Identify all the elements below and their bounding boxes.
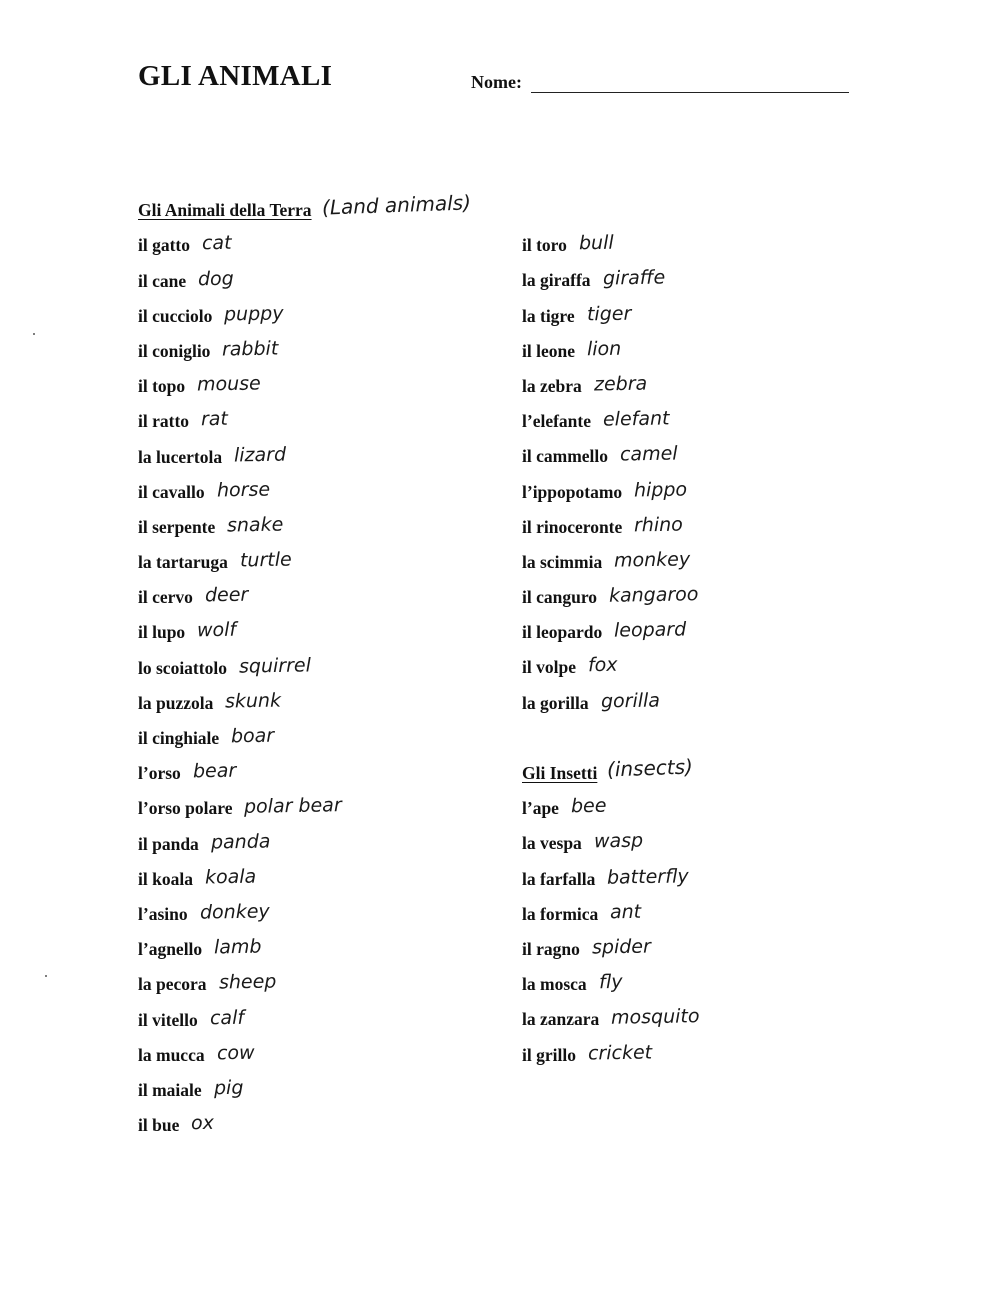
- handwritten-translation: rabbit: [222, 337, 279, 361]
- italian-term: il volpe: [522, 657, 576, 678]
- italian-term: la tartaruga: [138, 552, 228, 573]
- vocab-row: [522, 608, 700, 643]
- handwritten-translation: batterfly: [607, 864, 690, 889]
- italian-term: l’asino: [138, 903, 188, 924]
- handwritten-translation: sheep: [218, 970, 277, 994]
- vocab-row: [138, 819, 471, 854]
- handwritten-translation: kangaroo: [608, 583, 699, 607]
- vocab-row: [138, 538, 471, 573]
- italian-term: il cane: [138, 270, 187, 291]
- italian-term: la vespa: [522, 833, 582, 854]
- handwritten-translation: donkey: [199, 900, 270, 924]
- handwritten-translation: gorilla: [600, 689, 660, 713]
- vocab-row: [138, 749, 471, 784]
- vocab-row: [522, 784, 700, 819]
- vocab-row: [138, 608, 471, 643]
- vocab-row: [138, 714, 471, 749]
- handwritten-translation: ant: [610, 900, 642, 924]
- vocab-row: [138, 292, 471, 327]
- handwritten-translation: fly: [598, 970, 623, 994]
- handwritten-translation: polar bear: [244, 794, 343, 819]
- scan-speck: [45, 975, 47, 977]
- right-column: [522, 221, 700, 1066]
- vocab-row: [138, 890, 471, 925]
- handwritten-translation: puppy: [224, 302, 285, 326]
- vocab-row: [522, 291, 700, 326]
- vocab-row: [138, 925, 471, 960]
- italian-term: il maiale: [138, 1079, 202, 1100]
- name-field-line[interactable]: [531, 92, 849, 93]
- handwritten-translation: camel: [619, 442, 678, 466]
- insects-list: [522, 784, 700, 1066]
- handwritten-translation: dog: [197, 267, 235, 290]
- italian-term: il canguro: [522, 587, 598, 608]
- handwritten-translation: tiger: [586, 302, 632, 325]
- vocab-row: [522, 854, 700, 889]
- handwritten-translation: lamb: [213, 935, 262, 959]
- vocab-row: [522, 960, 700, 995]
- vocab-row: [138, 362, 471, 397]
- italian-term: l’ippopotamo: [522, 481, 623, 502]
- vocab-row: [138, 1031, 471, 1066]
- italian-term: la formica: [522, 903, 599, 924]
- vocab-row: [138, 503, 471, 538]
- land-animals-right-list: [522, 221, 700, 714]
- italian-term: la pecora: [138, 974, 207, 995]
- handwritten-translation: rat: [200, 408, 229, 431]
- italian-term: la scimmia: [522, 551, 603, 572]
- handwritten-translation: squirrel: [238, 653, 312, 678]
- italian-term: il cavallo: [138, 481, 205, 502]
- vocab-row: [138, 327, 471, 362]
- vocab-row: [138, 784, 471, 819]
- handwritten-translation: mouse: [196, 372, 262, 396]
- vocab-row: [138, 643, 471, 678]
- handwritten-translation: monkey: [614, 548, 691, 572]
- italian-term: la puzzola: [138, 692, 214, 713]
- vocab-row: [522, 573, 700, 608]
- italian-term: la giraffa: [522, 270, 591, 291]
- italian-term: il toro: [522, 235, 567, 256]
- vocab-row: [138, 573, 471, 608]
- italian-term: il ratto: [138, 411, 190, 432]
- handwritten-translation: zebra: [593, 372, 648, 396]
- land-animals-left-list: [138, 221, 471, 1136]
- italian-term: il rinoceronte: [522, 516, 623, 537]
- italian-term: la zebra: [522, 375, 582, 396]
- italian-term: il leone: [522, 340, 575, 361]
- insects-note: (insects): [606, 754, 694, 782]
- italian-term: l’agnello: [138, 939, 203, 960]
- handwritten-translation: fox: [587, 654, 618, 677]
- italian-term: il lupo: [138, 622, 186, 643]
- vocab-row: [138, 256, 471, 291]
- italian-term: la lucertola: [138, 446, 223, 467]
- handwritten-translation: bull: [578, 231, 614, 255]
- italian-term: il leopardo: [522, 622, 603, 643]
- handwritten-translation: bear: [192, 759, 237, 783]
- vocab-row: [522, 890, 700, 925]
- italian-term: la mucca: [138, 1044, 205, 1065]
- italian-term: il vitello: [138, 1009, 198, 1030]
- handwritten-translation: lion: [586, 337, 622, 361]
- italian-term: il serpente: [138, 516, 216, 537]
- worksheet-title: GLI ANIMALI: [138, 60, 333, 92]
- italian-term: lo scoiattolo: [138, 657, 227, 678]
- vocab-row: [138, 1066, 471, 1101]
- italian-term: l’ape: [522, 798, 559, 819]
- vocab-row: [522, 819, 700, 854]
- land-animals-left-column: [138, 186, 471, 1136]
- land-animals-note: (Land animals): [321, 190, 471, 220]
- italian-term: la gorilla: [522, 692, 589, 713]
- handwritten-translation: boar: [230, 724, 275, 748]
- vocab-row: [522, 643, 700, 678]
- italian-term: il panda: [138, 833, 199, 854]
- handwritten-translation: wasp: [593, 829, 644, 853]
- italian-term: il cervo: [138, 587, 193, 608]
- italian-term: l’orso polare: [138, 798, 233, 819]
- handwritten-translation: snake: [227, 513, 284, 537]
- handwritten-translation: koala: [204, 865, 257, 889]
- handwritten-translation: calf: [209, 1006, 245, 1029]
- italian-term: la mosca: [522, 974, 587, 995]
- handwritten-translation: panda: [210, 830, 271, 854]
- vocab-row: [138, 855, 471, 890]
- italian-term: il coniglio: [138, 340, 211, 361]
- vocab-row: [138, 995, 471, 1030]
- vocab-row: [522, 256, 700, 291]
- vocab-row: [138, 432, 471, 467]
- italian-term: il koala: [138, 868, 193, 889]
- italian-term: il grillo: [522, 1044, 576, 1065]
- handwritten-translation: hippo: [633, 478, 688, 501]
- handwritten-translation: bee: [570, 794, 607, 818]
- handwritten-translation: cricket: [587, 1040, 653, 1065]
- italian-term: il cucciolo: [138, 305, 213, 326]
- handwritten-translation: deer: [204, 583, 249, 607]
- vocab-row: [522, 678, 700, 713]
- section-spacer: [522, 714, 700, 749]
- handwritten-translation: horse: [216, 478, 270, 502]
- vocab-row: [522, 503, 700, 538]
- handwritten-translation: leopard: [614, 618, 687, 642]
- vocab-row: [522, 432, 700, 467]
- italian-term: il cinghiale: [138, 728, 220, 748]
- vocab-row: [138, 679, 471, 714]
- land-animals-title: Gli Animali della Terra: [138, 200, 312, 221]
- vocab-row: [522, 995, 700, 1030]
- handwritten-translation: pig: [213, 1076, 244, 1100]
- scan-speck: [33, 333, 35, 335]
- handwritten-translation: spider: [591, 935, 651, 959]
- italian-term: la tigre: [522, 305, 575, 326]
- vocab-row: [522, 327, 700, 362]
- vocab-row: [522, 1030, 700, 1065]
- vocab-row: [138, 397, 471, 432]
- handwritten-translation: mosquito: [611, 1005, 700, 1030]
- vocab-row: [522, 538, 700, 573]
- italian-term: il bue: [138, 1115, 180, 1136]
- handwritten-translation: skunk: [225, 689, 282, 713]
- vocab-row: [522, 925, 700, 960]
- handwritten-translation: lizard: [233, 443, 287, 466]
- italian-term: l’elefante: [522, 411, 591, 432]
- insects-title: Gli Insetti: [522, 763, 598, 783]
- handwritten-translation: giraffe: [602, 266, 665, 290]
- handwritten-translation: wolf: [196, 619, 237, 642]
- handwritten-translation: turtle: [239, 548, 292, 572]
- vocab-row: [522, 362, 700, 397]
- italian-term: il ragno: [522, 938, 580, 959]
- handwritten-translation: ox: [191, 1111, 215, 1135]
- insects-header: [522, 749, 700, 784]
- vocab-row: [138, 960, 471, 995]
- handwritten-translation: rhino: [634, 513, 684, 537]
- italian-term: il cammello: [522, 446, 609, 467]
- land-animals-header: [138, 186, 471, 221]
- italian-term: il gatto: [138, 235, 191, 256]
- italian-term: la farfalla: [522, 868, 596, 889]
- vocab-row: [522, 221, 700, 256]
- vocab-row: [522, 397, 700, 432]
- name-label: Nome:: [471, 72, 522, 92]
- handwritten-translation: elefant: [602, 407, 670, 431]
- vocab-row: [138, 1101, 471, 1136]
- handwritten-translation: cow: [216, 1041, 255, 1065]
- italian-term: l’orso: [138, 763, 181, 784]
- handwritten-translation: cat: [201, 232, 232, 255]
- italian-term: la zanzara: [522, 1009, 600, 1030]
- italian-term: il topo: [138, 376, 186, 397]
- vocab-row: [138, 468, 471, 503]
- vocab-row: [522, 467, 700, 502]
- vocab-row: [138, 221, 471, 256]
